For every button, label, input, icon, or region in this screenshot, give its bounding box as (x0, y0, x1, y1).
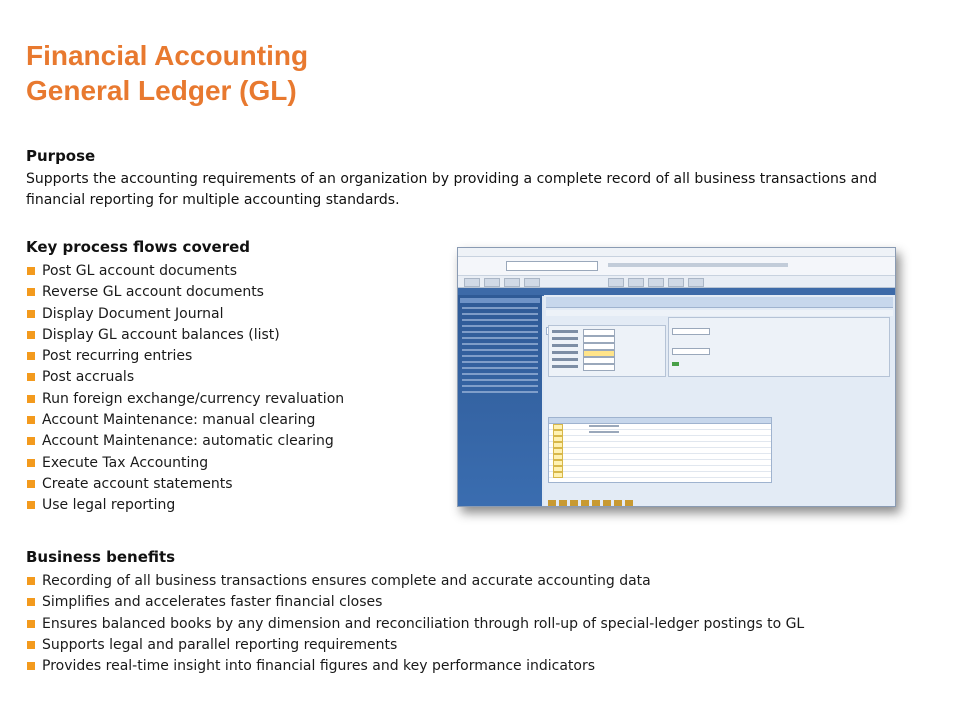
bullet-square-icon (27, 352, 35, 360)
list-item: Execute Tax Accounting (26, 453, 344, 474)
page-title (26, 38, 308, 108)
sap-screenshot-image (457, 247, 896, 507)
bullet-square-icon (27, 331, 35, 339)
list-item: Post GL account documents (26, 261, 344, 282)
list-item: Provides real-time insight into financial figures and key performance indicators (26, 656, 804, 677)
list-item: Post accruals (26, 367, 344, 388)
list-item: Account Maintenance: manual clearing (26, 410, 344, 431)
list-item: Simplifies and accelerates faster financial closes (26, 592, 804, 613)
list-item: Post recurring entries (26, 346, 344, 367)
bullet-square-icon (27, 437, 35, 445)
bullet-square-icon (27, 310, 35, 318)
list-item: Ensures balanced books by any dimension and reconciliation through roll-up of special-ledger postings to GL (26, 614, 804, 635)
bullet-square-icon (27, 577, 35, 585)
business-benefits-heading: Business benefits (26, 548, 176, 566)
list-item: Create account statements (26, 474, 344, 495)
list-item: Reverse GL account documents (26, 282, 344, 303)
bullet-square-icon (27, 641, 35, 649)
key-flows-list (26, 261, 344, 517)
bullet-square-icon (27, 598, 35, 606)
title-line-1: Financial Accounting (26, 40, 309, 71)
bullet-square-icon (27, 373, 35, 381)
bullet-square-icon (27, 480, 35, 488)
list-item: Display Document Journal (26, 304, 344, 325)
bullet-square-icon (27, 620, 35, 628)
list-item: Recording of all business transactions ensures complete and accurate accounting data (26, 571, 804, 592)
list-item: Run foreign exchange/currency revaluation (26, 389, 344, 410)
business-benefits-list (26, 571, 804, 677)
bullet-square-icon (27, 267, 35, 275)
bullet-square-icon (27, 459, 35, 467)
bullet-square-icon (27, 662, 35, 670)
key-flows-heading: Key process flows covered (26, 238, 251, 256)
bullet-square-icon (27, 288, 35, 296)
list-item: Account Maintenance: automatic clearing (26, 431, 344, 452)
bullet-square-icon (27, 416, 35, 424)
title-line-2: General Ledger (GL) (26, 75, 297, 106)
list-item: Use legal reporting (26, 495, 344, 516)
purpose-heading: Purpose (26, 147, 96, 165)
bullet-square-icon (27, 395, 35, 403)
list-item: Supports legal and parallel reporting requirements (26, 635, 804, 656)
list-item: Display GL account balances (list) (26, 325, 344, 346)
bullet-square-icon (27, 501, 35, 509)
purpose-text: Supports the accounting requirements of an organization by providing a complete record of all business transactions and financial reporting for multiple accounting standards. (26, 171, 877, 208)
